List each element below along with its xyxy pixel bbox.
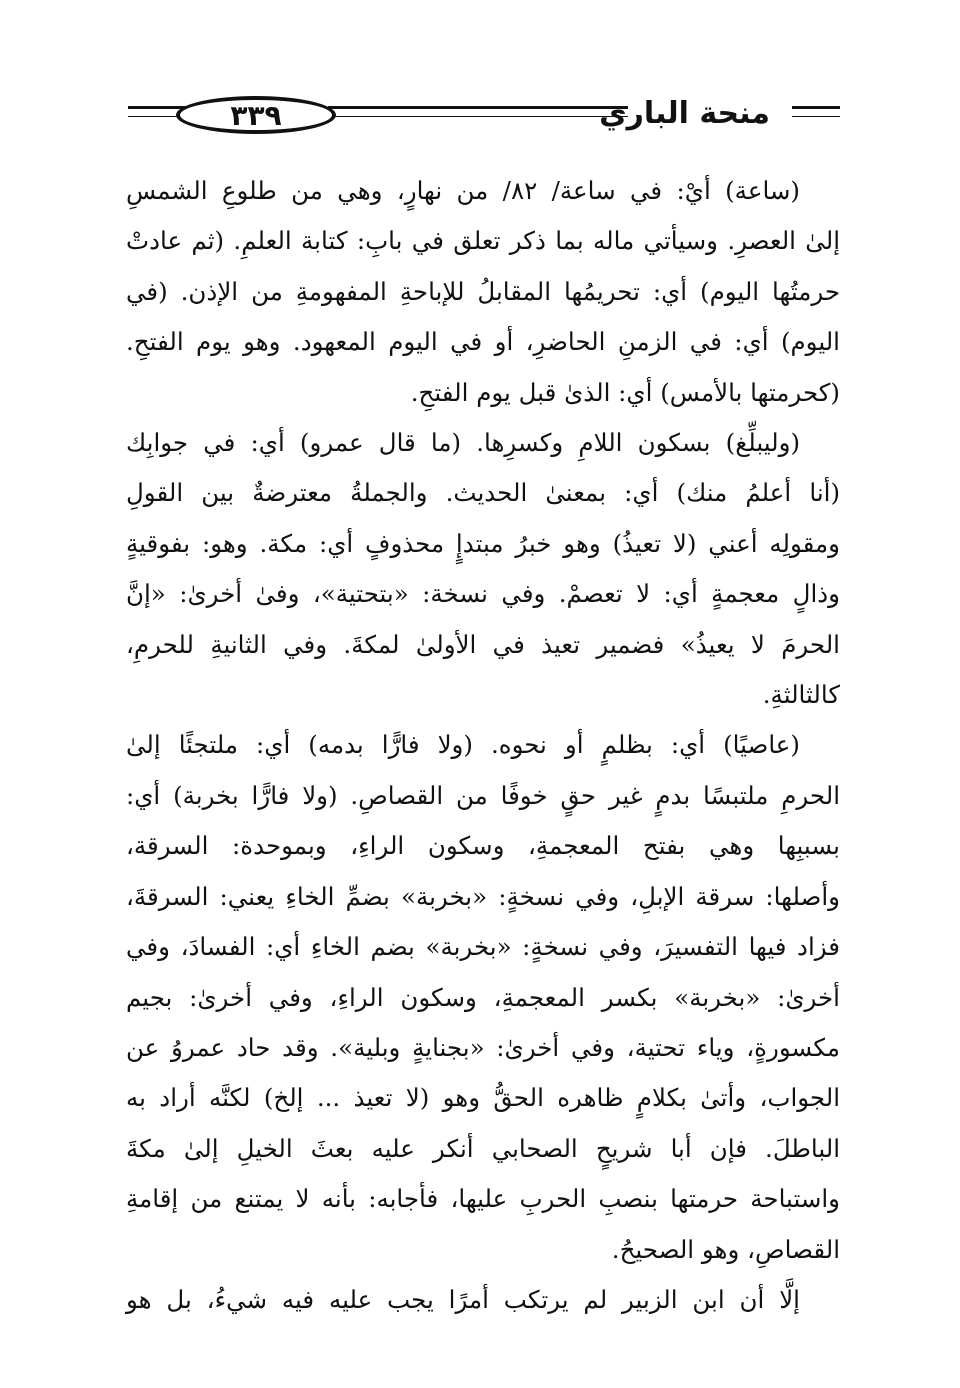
header-rule-right-outer <box>792 106 840 109</box>
text-line: الباطلَ. فإن أبا شريحٍ الصحابي أنكر عليه بعثَ الخيلِ إلىٰ مكةَ <box>126 1133 840 1163</box>
paragraph-1 <box>126 166 840 418</box>
paragraph-3 <box>126 720 840 1274</box>
header-rule-right-inner <box>792 116 840 117</box>
page-body <box>126 166 840 1325</box>
text-line: الجواب، وأتىٰ بكلامٍ ظاهره الحقُّ وهو (لا تعيذ ... إلخ) لكنَّه أراد به <box>126 1083 840 1113</box>
text-line: (وليبلِّغ) بسكون اللامِ وكسرِها. (ما قال عمرو) أي: في جوابِك <box>126 428 800 458</box>
text-line: (ساعة) أيْ: في ساعة/ ٨٢/ من نهارٍ، وهي من طلوعِ الشمسِ <box>126 176 800 205</box>
book-title: منحة الباري <box>599 96 770 131</box>
page-header <box>128 92 840 136</box>
text-line: الحرمِ ملتبسًا بدمٍ غير حقٍ خوفًا من القصاصِ. (ولا فارًّا بخربة) أي: <box>126 780 840 810</box>
text-line: (عاصيًا) أي: بظلمٍ أو نحوه. (ولا فارًّا بدمه) أي: ملتجئًا إلىٰ <box>126 730 800 760</box>
text-line: واستباحة حرمتها بنصبِ الحربِ عليها، فأجابه: بأنه لا يمتنع من إقامةِ <box>126 1184 840 1214</box>
header-rule-center-inner <box>328 116 628 117</box>
text-line: القصاصِ، وهو الصحيحُ. <box>611 1234 840 1264</box>
text-line: (أنا أعلمُ منك) أي: بمعنىٰ الحديث. والجملةُ معترضةٌ بين القولِ <box>126 478 840 508</box>
paragraph-4 <box>126 1275 840 1325</box>
text-line: (كحرمتها بالأمس) أي: الذىٰ قبل يوم الفتحِ. <box>410 377 840 407</box>
header-rule-center-outer <box>328 106 628 109</box>
text-line: الحرمَ لا يعيذُ» فضمير تعيذ في الأولىٰ لمكةَ. وفي الثانيةِ للحرمِ، <box>126 629 840 659</box>
text-line: إلَّا أن ابن الزبير لم يرتكب أمرًا يجب عليه فيه شيءُ، بل هو <box>126 1284 800 1314</box>
text-line: إلىٰ العصرِ. وسيأتي ماله بما ذكر تعلق في بابِ: كتابة العلمِ. (ثم عادتْ <box>126 226 840 256</box>
text-line: وذالٍ معجمةٍ أي: لا تعصمْ. وفي نسخة: «بتحتية»، وفىٰ أخرىٰ: «إنَّ <box>126 579 840 609</box>
text-line: وأصلها: سرقة الإبلِ، وفي نسخةٍ: «بخربة» بضمِّ الخاءِ يعني: السرقةَ، <box>126 881 840 911</box>
text-line: أخرىٰ: «بخربة» بكسر المعجمةِ، وسكون الراءِ، وفي أخرىٰ: بجيم <box>126 982 840 1012</box>
text-line: كالثالثةِ. <box>762 680 840 710</box>
text-line: ومقولِه أعني (لا تعيذُ) وهو خبرُ مبتدإٍ محذوفٍ أي: مكة. وهو: بفوقيةٍ <box>126 528 840 558</box>
text-line: اليوم) أي: في الزمنِ الحاضرِ، أو في اليوم المعهود. وهو يوم الفتحِ. <box>126 327 840 357</box>
paragraph-2 <box>126 418 840 720</box>
text-line: حرمتُها اليوم) أي: تحريمُها المقابلُ للإباحةِ المفهومةِ من الإذن. (في <box>126 276 840 306</box>
page-number: ٣٣٩ <box>176 96 336 134</box>
text-line: مكسورةٍ، وياء تحتية، وفي أخرىٰ: «بجنايةٍ وبلية». وقد حاد عمروُ عن <box>126 1032 840 1062</box>
text-line: فزاد فيها التفسيرَ، وفي نسخةٍ: «بخربة» بضم الخاءِ أي: الفسادَ، وفي <box>126 932 840 962</box>
text-line: بسببِها وهي بفتح المعجمةِ، وسكون الراءِ، وبموحدة: السرقة، <box>126 831 840 861</box>
